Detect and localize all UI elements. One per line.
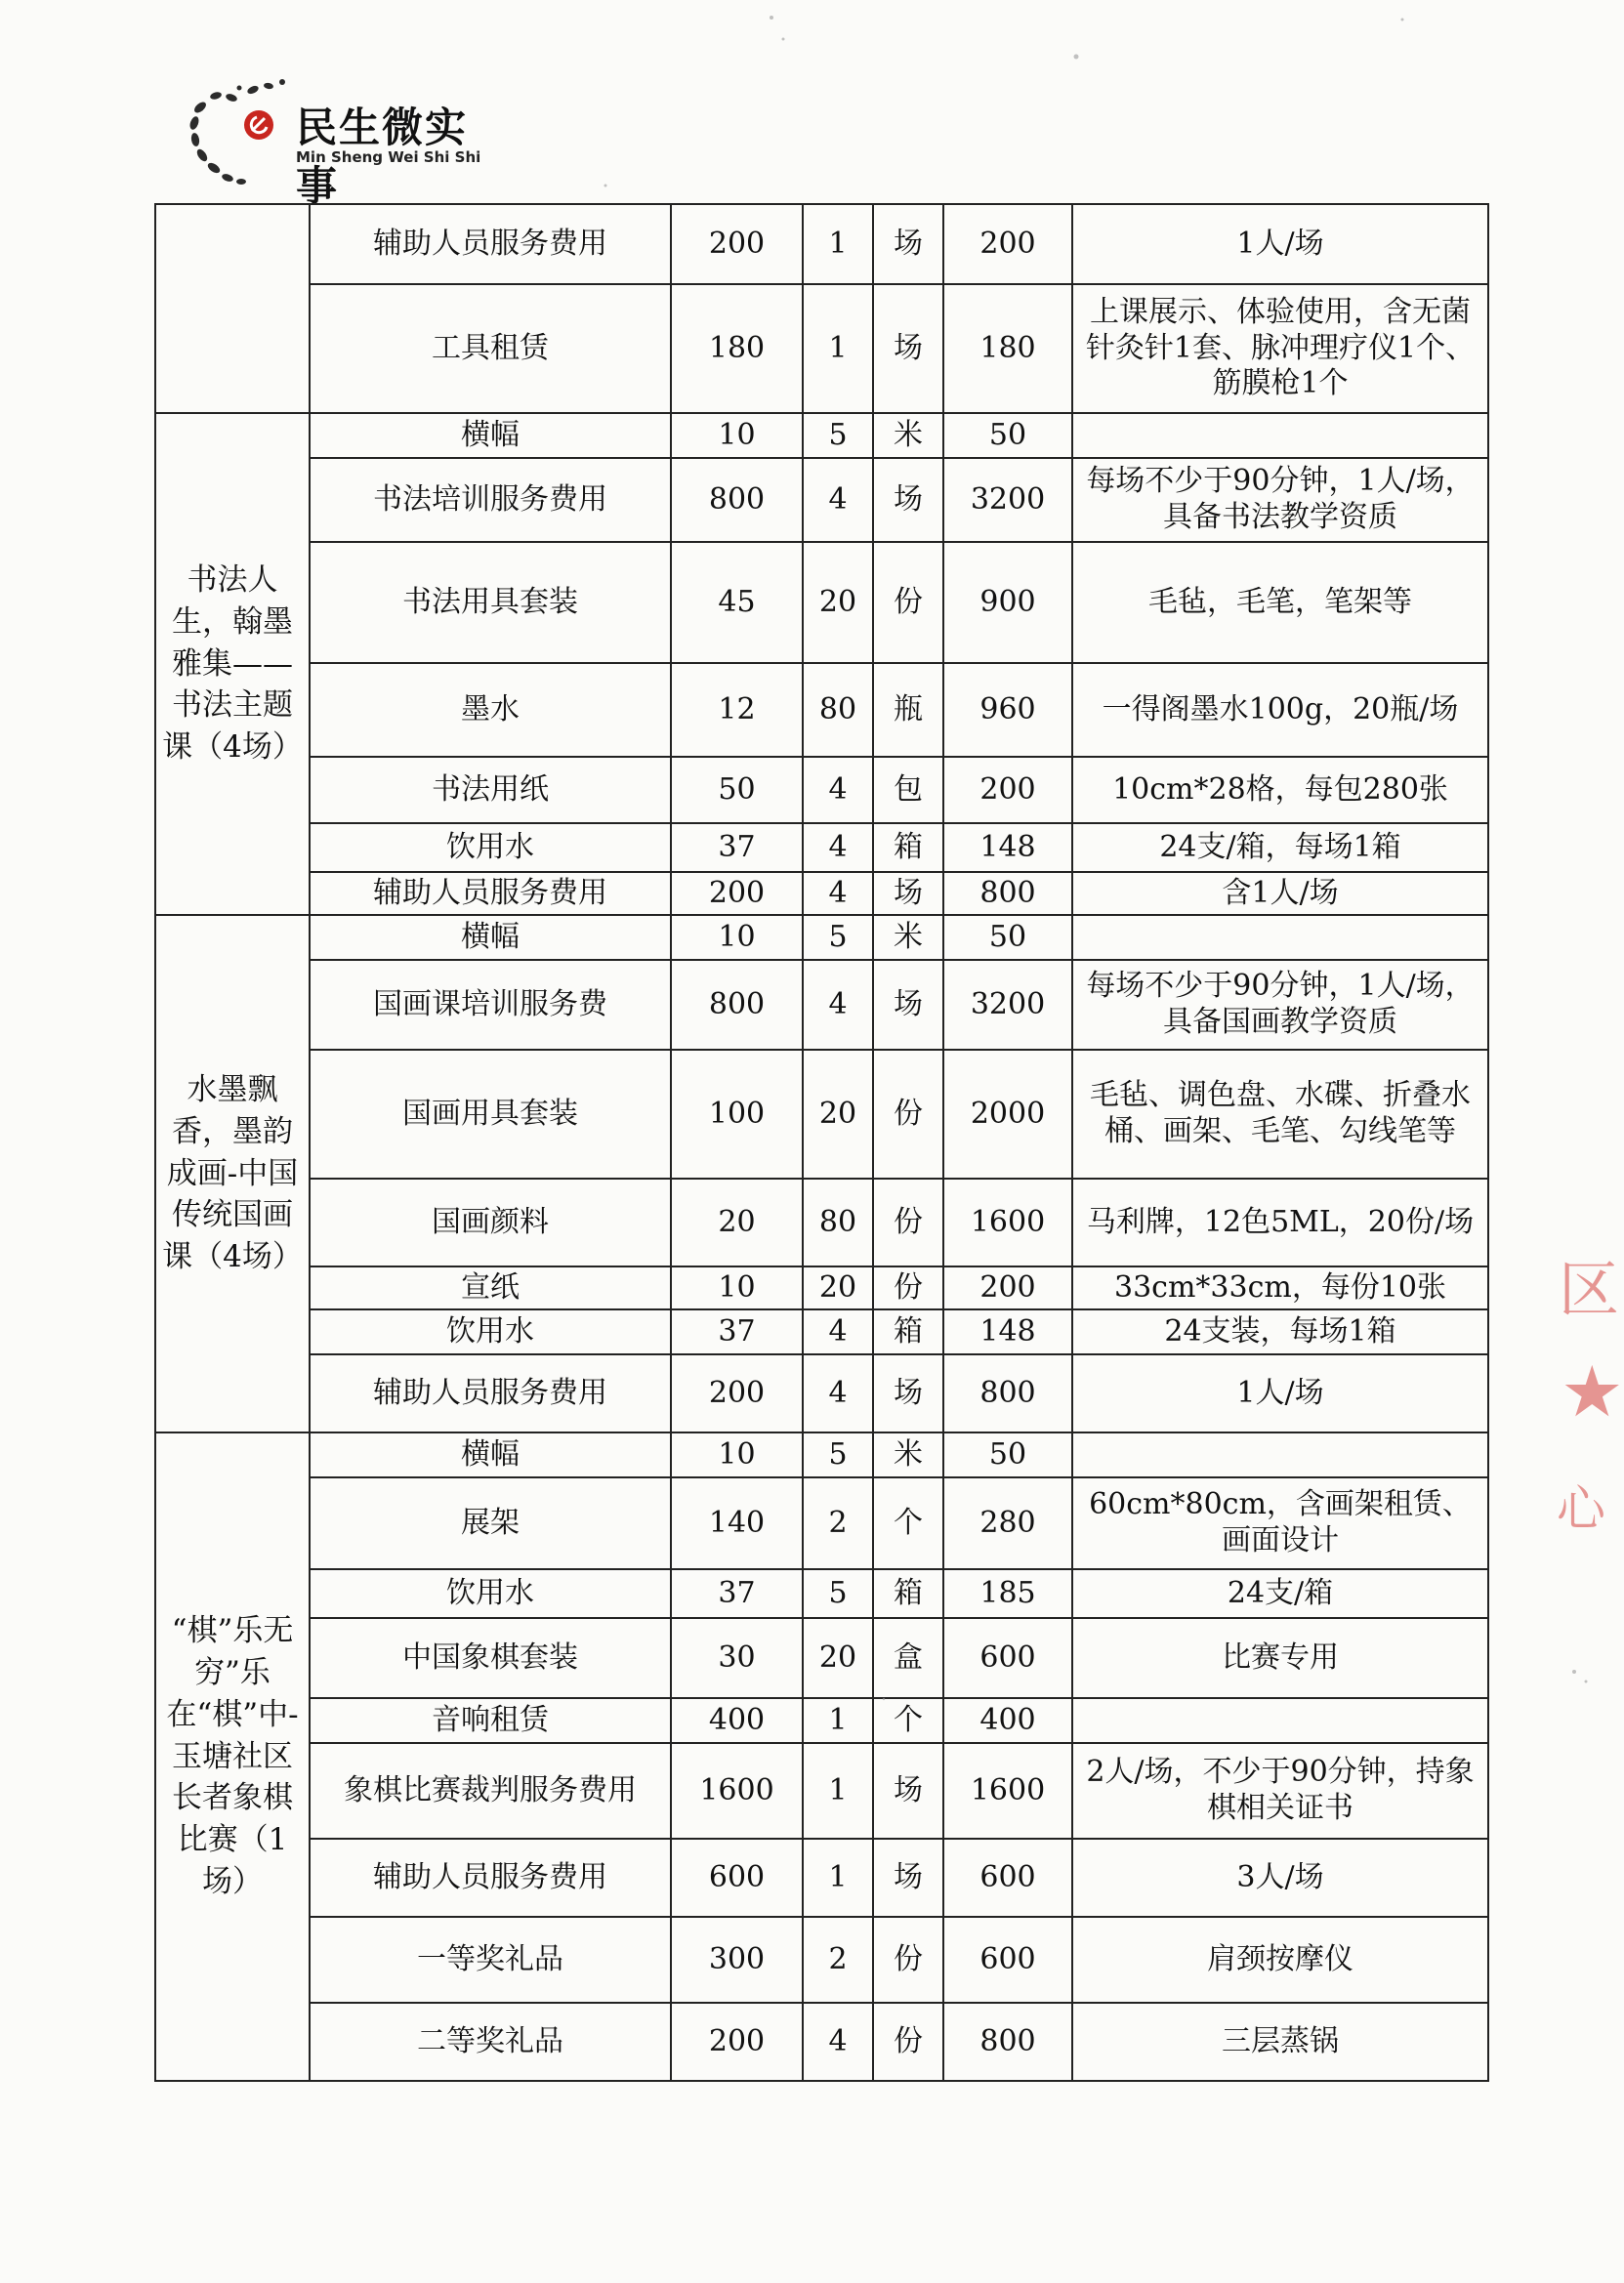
unit: 米 [873, 413, 943, 458]
subtotal: 200 [943, 1266, 1072, 1309]
unit: 份 [873, 1266, 943, 1309]
item-name: 中国象棋套装 [310, 1618, 671, 1698]
unit-price: 300 [671, 1917, 803, 2003]
unit-price: 30 [671, 1618, 803, 1698]
item-name: 二等奖礼品 [310, 2003, 671, 2081]
remark: 24支/箱 [1072, 1569, 1488, 1618]
heart-leaf-logo-icon [181, 68, 296, 195]
item-name: 工具租赁 [310, 284, 671, 413]
unit-price: 37 [671, 1569, 803, 1618]
remark: 含1人/场 [1072, 872, 1488, 915]
logo-title: 民生微实事 [296, 104, 469, 210]
subtotal: 2000 [943, 1050, 1072, 1179]
unit-price: 200 [671, 204, 803, 284]
quantity: 80 [803, 1179, 873, 1266]
quantity: 20 [803, 542, 873, 663]
item-name: 辅助人员服务费用 [310, 204, 671, 284]
quantity: 4 [803, 960, 873, 1050]
quantity: 2 [803, 1477, 873, 1569]
remark: 每场不少于90分钟，1人/场，具备书法教学资质 [1072, 458, 1488, 542]
remark: 三层蒸锅 [1072, 2003, 1488, 2081]
quantity: 5 [803, 1432, 873, 1477]
table-row [155, 542, 1488, 663]
item-name: 国画颜料 [310, 1179, 671, 1266]
remark [1072, 1432, 1488, 1477]
subtotal: 3200 [943, 458, 1072, 542]
table-row [155, 2003, 1488, 2081]
unit-price: 180 [671, 284, 803, 413]
remark: 2人/场，不少于90分钟，持象棋相关证书 [1072, 1743, 1488, 1839]
remark [1072, 1698, 1488, 1743]
item-name: 饮用水 [310, 1569, 671, 1618]
remark [1072, 413, 1488, 458]
unit-price: 100 [671, 1050, 803, 1179]
quantity: 1 [803, 204, 873, 284]
quantity: 4 [803, 1309, 873, 1354]
section-name [155, 204, 310, 413]
table-row [155, 1477, 1488, 1569]
quantity: 80 [803, 663, 873, 757]
table-row [155, 1569, 1488, 1618]
quantity: 4 [803, 757, 873, 823]
seal-glyph: 区 [1559, 1254, 1620, 1325]
table-row [155, 960, 1488, 1050]
unit: 场 [873, 204, 943, 284]
subtotal: 180 [943, 284, 1072, 413]
table-row [155, 872, 1488, 915]
table-row [155, 1432, 1488, 1477]
unit: 个 [873, 1698, 943, 1743]
item-name: 辅助人员服务费用 [310, 872, 671, 915]
unit: 场 [873, 1354, 943, 1432]
remark: 33cm*33cm，每份10张 [1072, 1266, 1488, 1309]
quantity: 4 [803, 2003, 873, 2081]
unit-price: 20 [671, 1179, 803, 1266]
item-name: 横幅 [310, 1432, 671, 1477]
remark: 3人/场 [1072, 1839, 1488, 1917]
subtotal: 960 [943, 663, 1072, 757]
unit-price: 10 [671, 1266, 803, 1309]
quantity: 1 [803, 1698, 873, 1743]
unit-price: 10 [671, 413, 803, 458]
unit: 场 [873, 960, 943, 1050]
item-name: 国画课培训服务费 [310, 960, 671, 1050]
remark: 上课展示、体验使用，含无菌针灸针1套、脉冲理疗仪1个、筋膜枪1个 [1072, 284, 1488, 413]
item-name: 饮用水 [310, 1309, 671, 1354]
unit: 米 [873, 1432, 943, 1477]
unit-price: 37 [671, 823, 803, 872]
table-row [155, 1618, 1488, 1698]
item-name: 墨水 [310, 663, 671, 757]
table-row [155, 1179, 1488, 1266]
subtotal: 280 [943, 1477, 1072, 1569]
table-row [155, 663, 1488, 757]
unit-price: 600 [671, 1839, 803, 1917]
unit-price: 10 [671, 915, 803, 960]
subtotal: 600 [943, 1618, 1072, 1698]
table-row [155, 1698, 1488, 1743]
unit: 场 [873, 284, 943, 413]
subtotal: 50 [943, 413, 1072, 458]
unit: 米 [873, 915, 943, 960]
unit: 份 [873, 1050, 943, 1179]
remark: 1人/场 [1072, 1354, 1488, 1432]
unit-price: 1600 [671, 1743, 803, 1839]
seal-glyph: 心 [1557, 1480, 1605, 1537]
unit: 场 [873, 1839, 943, 1917]
remark: 毛毡、调色盘、水碟、折叠水桶、画架、毛笔、勾线笔等 [1072, 1050, 1488, 1179]
table-row [155, 915, 1488, 960]
table-row [155, 1050, 1488, 1179]
section-name: 书法人生，翰墨雅集——书法主题课（4场） [155, 413, 310, 915]
item-name: 展架 [310, 1477, 671, 1569]
unit: 箱 [873, 1309, 943, 1354]
quantity: 1 [803, 1839, 873, 1917]
item-name: 国画用具套装 [310, 1050, 671, 1179]
subtotal: 148 [943, 823, 1072, 872]
quantity: 4 [803, 823, 873, 872]
remark: 马利牌，12色5ML，20份/场 [1072, 1179, 1488, 1266]
subtotal: 800 [943, 1354, 1072, 1432]
table-row [155, 458, 1488, 542]
unit-price: 200 [671, 2003, 803, 2081]
quantity: 5 [803, 915, 873, 960]
unit: 盒 [873, 1618, 943, 1698]
table-row [155, 1917, 1488, 2003]
budget-table [154, 203, 1489, 2082]
unit: 箱 [873, 823, 943, 872]
unit-price: 50 [671, 757, 803, 823]
unit-price: 800 [671, 960, 803, 1050]
quantity: 1 [803, 1743, 873, 1839]
unit: 份 [873, 2003, 943, 2081]
unit-price: 140 [671, 1477, 803, 1569]
unit-price: 12 [671, 663, 803, 757]
subtotal: 50 [943, 1432, 1072, 1477]
quantity: 4 [803, 872, 873, 915]
table-row [155, 823, 1488, 872]
table-row [155, 413, 1488, 458]
subtotal: 50 [943, 915, 1072, 960]
remark: 每场不少于90分钟，1人/场，具备国画教学资质 [1072, 960, 1488, 1050]
table-row [155, 1839, 1488, 1917]
table-row [155, 1743, 1488, 1839]
remark: 肩颈按摩仪 [1072, 1917, 1488, 2003]
subtotal: 185 [943, 1569, 1072, 1618]
item-name: 象棋比赛裁判服务费用 [310, 1743, 671, 1839]
item-name: 书法培训服务费用 [310, 458, 671, 542]
subtotal: 400 [943, 1698, 1072, 1743]
table-row [155, 1354, 1488, 1432]
item-name: 饮用水 [310, 823, 671, 872]
subtotal: 200 [943, 204, 1072, 284]
item-name: 书法用纸 [310, 757, 671, 823]
item-name: 辅助人员服务费用 [310, 1839, 671, 1917]
quantity: 4 [803, 1354, 873, 1432]
logo-subtitle: Min Sheng Wei Shi Shi [296, 148, 481, 166]
unit: 份 [873, 1917, 943, 2003]
quantity: 5 [803, 413, 873, 458]
unit-price: 400 [671, 1698, 803, 1743]
table-row [155, 757, 1488, 823]
unit-price: 800 [671, 458, 803, 542]
remark: 24支/箱，每场1箱 [1072, 823, 1488, 872]
unit: 箱 [873, 1569, 943, 1618]
unit: 份 [873, 542, 943, 663]
item-name: 音响租赁 [310, 1698, 671, 1743]
subtotal: 800 [943, 872, 1072, 915]
unit: 瓶 [873, 663, 943, 757]
unit: 场 [873, 458, 943, 542]
item-name: 一等奖礼品 [310, 1917, 671, 2003]
remark: 毛毡，毛笔，笔架等 [1072, 542, 1488, 663]
unit: 场 [873, 872, 943, 915]
subtotal: 200 [943, 757, 1072, 823]
item-name: 横幅 [310, 915, 671, 960]
unit: 场 [873, 1743, 943, 1839]
subtotal: 3200 [943, 960, 1072, 1050]
unit-price: 10 [671, 1432, 803, 1477]
logo [181, 68, 503, 210]
remark: 1人/场 [1072, 204, 1488, 284]
unit: 包 [873, 757, 943, 823]
remark: 10cm*28格，每包280张 [1072, 757, 1488, 823]
unit-price: 200 [671, 872, 803, 915]
seal-star-icon: ★ [1561, 1350, 1624, 1432]
table-row [155, 1309, 1488, 1354]
unit: 份 [873, 1179, 943, 1266]
item-name: 宣纸 [310, 1266, 671, 1309]
remark: 60cm*80cm，含画架租赁、画面设计 [1072, 1477, 1488, 1569]
subtotal: 900 [943, 542, 1072, 663]
quantity: 2 [803, 1917, 873, 2003]
remark: 24支装，每场1箱 [1072, 1309, 1488, 1354]
quantity: 20 [803, 1618, 873, 1698]
item-name: 横幅 [310, 413, 671, 458]
unit-price: 37 [671, 1309, 803, 1354]
subtotal: 800 [943, 2003, 1072, 2081]
subtotal: 1600 [943, 1179, 1072, 1266]
quantity: 20 [803, 1050, 873, 1179]
remark [1072, 915, 1488, 960]
remark: 一得阁墨水100g，20瓶/场 [1072, 663, 1488, 757]
section-name: “棋”乐无穷”乐在“棋”中-玉塘社区长者象棋比赛（1场） [155, 1432, 310, 2081]
unit-price: 200 [671, 1354, 803, 1432]
table-row [155, 204, 1488, 284]
subtotal: 600 [943, 1839, 1072, 1917]
quantity: 4 [803, 458, 873, 542]
subtotal: 148 [943, 1309, 1072, 1354]
subtotal: 600 [943, 1917, 1072, 2003]
red-seal-stamp [1551, 1206, 1624, 1577]
quantity: 5 [803, 1569, 873, 1618]
item-name: 书法用具套装 [310, 542, 671, 663]
subtotal: 1600 [943, 1743, 1072, 1839]
quantity: 1 [803, 284, 873, 413]
table-row [155, 284, 1488, 413]
section-name: 水墨飘香，墨韵成画-中国传统国画课（4场） [155, 915, 310, 1432]
table-row [155, 1266, 1488, 1309]
quantity: 20 [803, 1266, 873, 1309]
remark: 比赛专用 [1072, 1618, 1488, 1698]
item-name: 辅助人员服务费用 [310, 1354, 671, 1432]
unit-price: 45 [671, 542, 803, 663]
unit: 个 [873, 1477, 943, 1569]
